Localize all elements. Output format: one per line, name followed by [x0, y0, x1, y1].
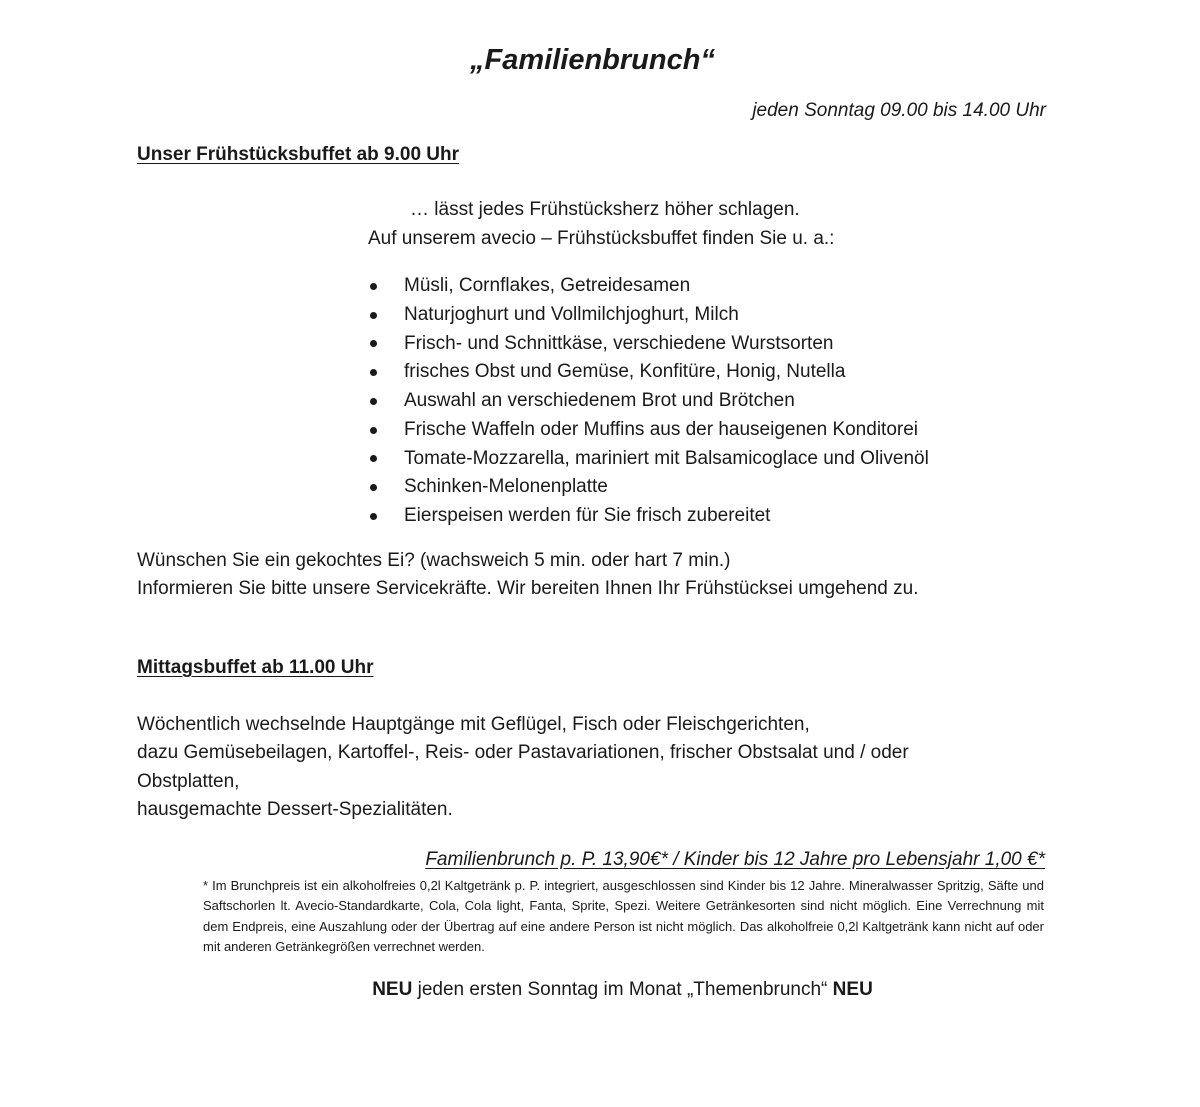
list-item-text: Eierspeisen werden für Sie frisch zubereitet [404, 505, 771, 526]
list-item-text: frisches Obst und Gemüse, Konfitüre, Honig, Nutella [404, 361, 846, 383]
list-item-text: Naturjoghurt und Vollmilchjoghurt, Milch [404, 303, 739, 325]
theme-brunch-text: jeden ersten Sonntag im Monat „Themenbrunch“ [412, 979, 833, 1000]
egg-info-paragraph [137, 547, 919, 604]
list-item-text: Frisch- und Schnittkäse, verschiedene Wurstsorten [404, 332, 834, 354]
list-item [370, 272, 929, 301]
breakfast-intro-line2: Auf unserem avecio – Frühstücksbuffet finden Sie u. a.: [368, 228, 835, 249]
egg-info-line2: Informieren Sie bitte unsere Servicekräfte. Wir bereiten Ihnen Ihr Frühstücksei umgehend zu. [137, 578, 919, 600]
list-item [370, 358, 929, 387]
breakfast-item-list [370, 272, 929, 531]
lunch-line: hausgemachte Dessert-Spezialitäten. [137, 798, 453, 820]
list-item [370, 387, 929, 416]
list-item-text: Müsli, Cornflakes, Getreidesamen [404, 275, 691, 296]
bullet-icon [370, 398, 377, 405]
list-item-text: Tomate-Mozzarella, mariniert mit Balsamicoglace und Olivenöl [404, 447, 929, 469]
lunch-line: Obstplatten, [137, 770, 240, 792]
list-item [370, 301, 929, 330]
neu-label-right: NEU [832, 979, 873, 1000]
bullet-icon [370, 427, 377, 434]
bullet-icon [370, 369, 377, 376]
lunch-line: Wöchentlich wechselnde Hauptgänge mit Geflügel, Fisch oder Fleischgerichten, [137, 714, 810, 735]
list-item-text: Auswahl an verschiedenem Brot und Brötchen [404, 390, 795, 411]
bullet-icon [370, 484, 377, 491]
breakfast-intro-line1: … lässt jedes Frühstücksherz höher schlagen. [410, 199, 800, 220]
list-item-text: Schinken-Melonenplatte [404, 476, 608, 498]
price-line: Familienbrunch p. P. 13,90€* / Kinder bis 12 Jahre pro Lebensjahr 1,00 €* [425, 849, 1045, 870]
breakfast-heading: Unser Frühstücksbuffet ab 9.00 Uhr [137, 144, 460, 165]
lunch-heading: Mittagsbuffet ab 11.00 Uhr [137, 657, 374, 678]
theme-brunch-announcement [0, 979, 1200, 1001]
egg-info-line1: Wünschen Sie ein gekochtes Ei? (wachsweich 5 min. oder hart 7 min.) [137, 550, 731, 571]
list-item [370, 473, 929, 502]
list-item-text: Frische Waffeln oder Muffins aus der hauseigenen Konditorei [404, 418, 919, 440]
price-footnote: * Im Brunchpreis ist ein alkoholfreies 0,2l Kaltgetränk p. P. integriert, ausgeschlossen sind Kinder bis 12 Jahre. Mineralwasser Spritzig, Säfte und Saftschorlen lt. Avecio-Standardkarte, Cola, Cola light, Fanta, Sprite, Spezi. Weitere Getränkesorten sind nicht möglich. Eine Verrechnung mit dem Endpreis, eine Auszahlung oder der Übertrag auf eine andere Person ist nicht möglich. Das alkoholfreie 0,2l Kaltgetränk kann nicht auf oder mit anderen Getränkegrößen verrechnet werden. [203, 878, 1044, 955]
list-item [370, 330, 929, 359]
list-item [370, 416, 929, 445]
list-item [370, 445, 929, 474]
list-item [370, 502, 929, 531]
schedule-text: jeden Sonntag 09.00 bis 14.00 Uhr [752, 100, 1046, 121]
bullet-icon [370, 513, 377, 520]
neu-label-left: NEU [372, 979, 413, 1000]
lunch-paragraph [137, 711, 1017, 824]
bullet-icon [370, 340, 377, 347]
lunch-line: dazu Gemüsebeilagen, Kartoffel-, Reis- oder Pastavariationen, frischer Obstsalat und / oder [137, 742, 909, 764]
bullet-icon [370, 455, 377, 462]
page-title: „Familienbrunch“ [470, 44, 715, 76]
bullet-icon [370, 312, 377, 319]
bullet-icon [370, 283, 377, 290]
